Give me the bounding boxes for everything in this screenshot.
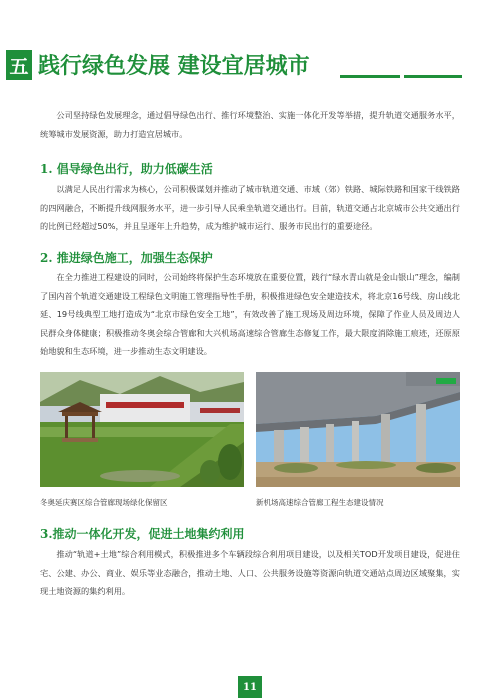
photo-highway-ecology [256,372,460,487]
photo-green-reserve [40,372,244,487]
subsection-body-1: 以满足人民出行需求为核心，公司积极谋划并推动了城市轨道交通、市域（郊）铁路、城际铁路和国家干线铁路的四网融合，不断提升线网服务水平，进一步引导人民乘坐轨道交通出行。目前，轨道交通占北京城市公共交通出行的比例已经超过50%，并且呈逐年上升趋势，成为维护城市运行、服务市民出行的重要途径。 [40,184,460,231]
section-title: 践行绿色发展 建设宜居城市 [38,53,310,79]
subsection-body-3: 推动“轨道+土地”综合利用模式，积极推进多个车辆段综合利用项目建设，以及相关TOD开发项目建设，促进住宅、公建、办公、商业、娱乐等业态融合，推动土地、人口、公共服务设施等资源向轨道交通站点周边区域聚集，实现土地资源的集约利用。 [40,549,460,596]
photo-caption-2: 新机场高速综合管廊工程生态建设情况 [256,498,384,507]
page-number: 11 [238,676,262,698]
section-number-badge: 五 [6,50,32,80]
title-underline [404,75,462,78]
photo-caption-1: 冬奥延庆赛区综合管廊现场绿化保留区 [40,498,168,507]
subsection-body-2: 在全力推进工程建设的同时，公司始终将保护生态环境放在重要位置，践行“绿水青山就是金山银山”理念，编制了国内首个轨道交通建设工程绿色文明施工管理指导性手册，积极推进绿色安全建造技术，将北京16号线、房山线北延、19号线典型工地打造成为“北京市绿色安全工地”，有效改善了施工现场及周边环境，保障了作业人员及周边人民群众身体健康；积极推动冬奥会综合管廊和大兴机场高速综合管廊生态修复工作，最大限度消除施工痕迹，还原原始地貌和生态环境，进一步推动生态文明建设。 [40,272,460,356]
subsection-heading-3: 3.推动一体化开发，促进土地集约利用 [40,527,245,541]
subsection-heading-1: 1. 倡导绿色出行，助力低碳生活 [40,162,213,176]
subsection-heading-2: 2. 推进绿色施工，加强生态保护 [40,251,213,265]
intro-paragraph: 公司坚持绿色发展理念，通过倡导绿色出行、推行环境整治、实施一体化开发等举措，提升轨道交通服务水平，统筹城市发展资源，助力打造宜居城市。 [40,110,460,139]
title-underline [340,75,400,78]
